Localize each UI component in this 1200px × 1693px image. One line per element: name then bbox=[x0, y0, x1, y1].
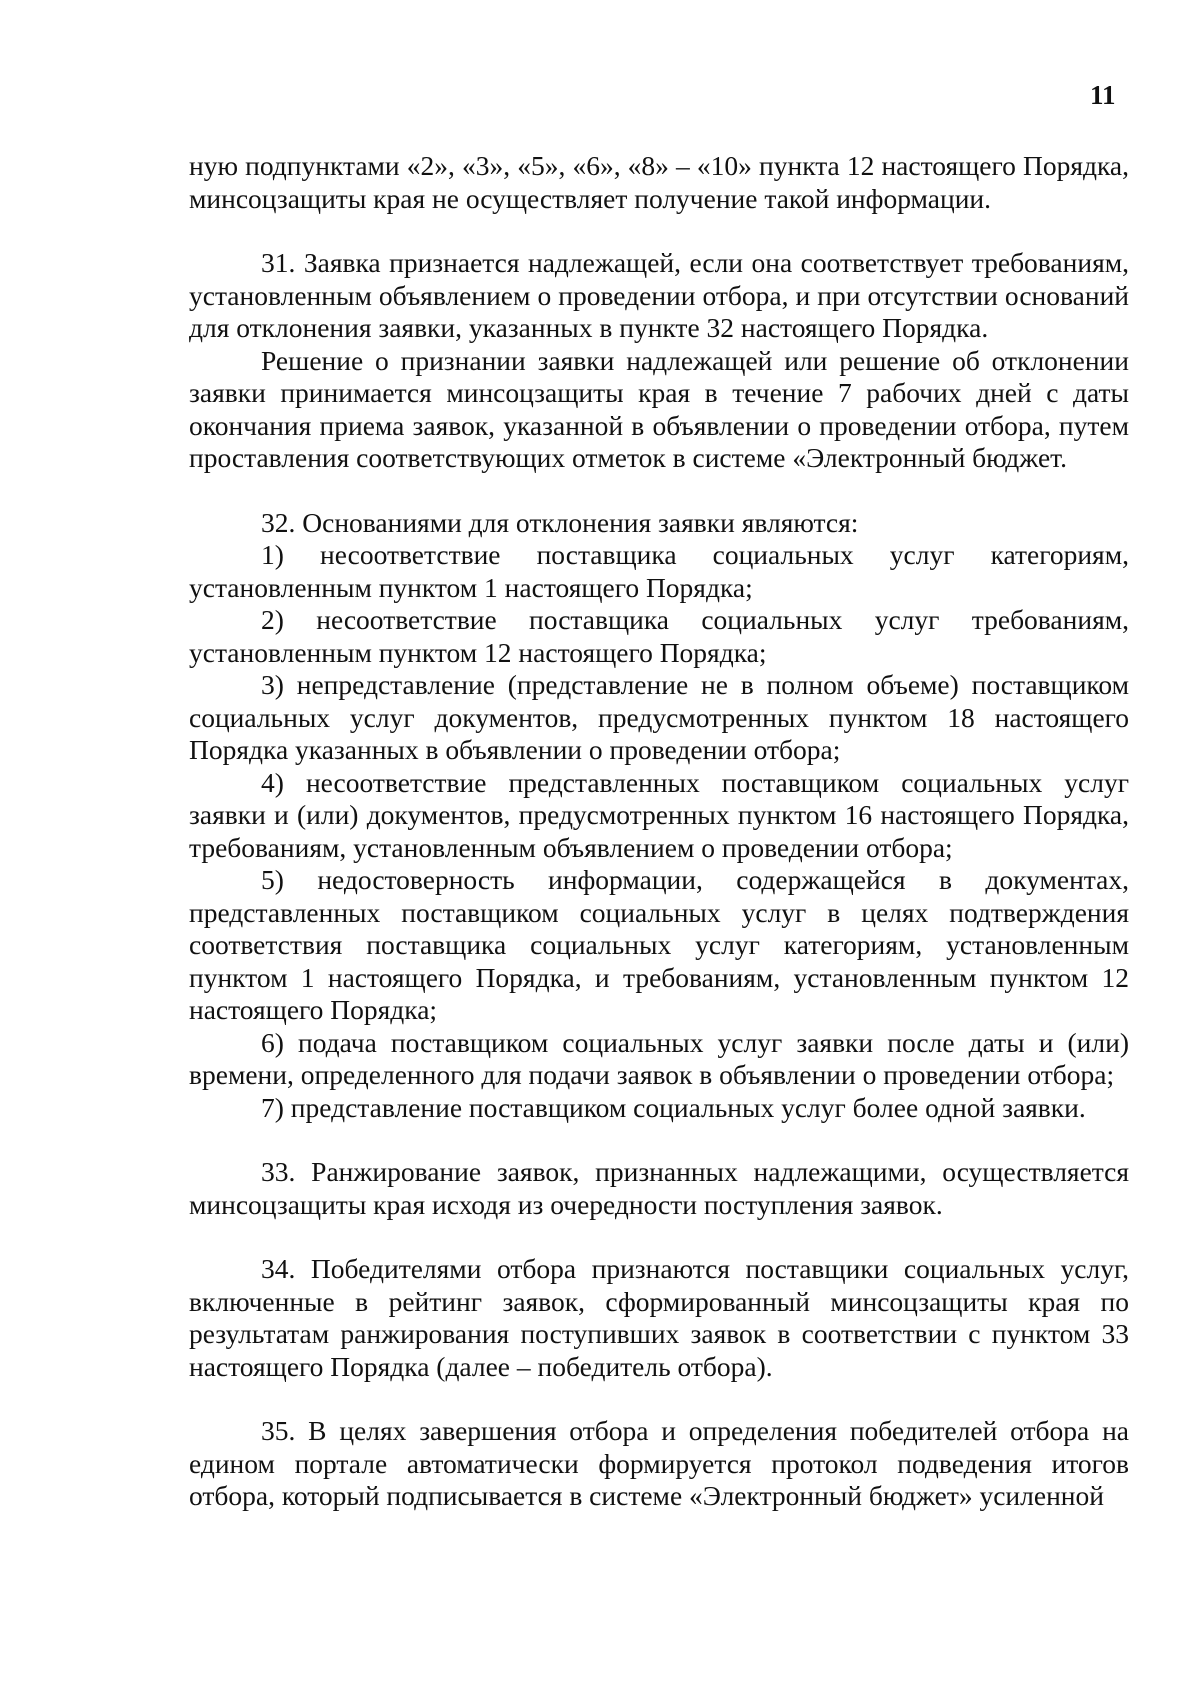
document-body bbox=[189, 150, 1129, 1513]
page-number: 11 bbox=[1090, 80, 1116, 110]
paragraph-33: 33. Ранжирование заявок, признанных надлежащими, осуществляется минсоцзащиты края исходя из очередности поступления заявок. bbox=[189, 1156, 1129, 1220]
list-item-3: 3) непредставление (представление не в полном объеме) поставщиком социальных услуг документов, предусмотренных пунктом 18 настоящего Порядка указанных в объявлении о проведении отбора; bbox=[189, 669, 1129, 765]
list-item-2: 2) несоответствие поставщика социальных услуг требованиям, установленным пунктом 12 настоящего Порядка; bbox=[189, 604, 1129, 668]
list-item-1: 1) несоответствие поставщика социальных услуг категориям, установленным пунктом 1 настоящего Порядка; bbox=[189, 539, 1129, 603]
paragraph-34: 34. Победителями отбора признаются поставщики социальных услуг, включенные в рейтинг заявок, сформированный минсоцзащиты края по результатам ранжирования поступивших заявок в соответствии с пунктом 33 настоящего Порядка (далее – победитель отбора). bbox=[189, 1253, 1129, 1382]
paragraph-continuation: ную подпунктами «2», «3», «5», «6», «8» – «10» пункта 12 настоящего Порядка, минсоцзащиты края не осуществляет получение такой информации. bbox=[189, 150, 1129, 214]
list-item-4: 4) несоответствие представленных поставщиком социальных услуг заявки и (или) документов, предусмотренных пунктом 16 настоящего Порядка, требованиям, установленным объявлением о проведении отбора; bbox=[189, 766, 1129, 863]
list-item-5: 5) недостоверность информации, содержащейся в документах, представленных поставщиком социальных услуг в целях подтверждения соответствия поставщика социальных услуг категориям, установленным пунктом 1 настоящего Порядка, и требованиям, установленным пунктом 12 настоящего Порядка; bbox=[189, 864, 1129, 1025]
paragraph-31: 31. Заявка признается надлежащей, если она соответствует требованиям, установленным объявлением о проведении отбора, и при отсутствии оснований для отклонения заявки, указанных в пункте 32 настоящего Порядка. bbox=[189, 247, 1129, 343]
paragraph-35: 35. В целях завершения отбора и определения победителей отбора на едином портале автоматически формируется протокол подведения итогов отбора, который подписывается в системе «Электронный бюджет» усиленной bbox=[189, 1415, 1129, 1511]
paragraph-32: 32. Основаниями для отклонения заявки являются: bbox=[261, 506, 859, 538]
list-item-7: 7) представление поставщиком социальных услуг более одной заявки. bbox=[261, 1091, 1086, 1123]
paragraph-31-decision: Решение о признании заявки надлежащей или решение об отклонении заявки принимается минсоцзащиты края в течение 7 рабочих дней с даты окончания приема заявок, указанной в объявлении о проведении отбора, путем проставления соответствующих отметок в системе «Электронный бюджет. bbox=[189, 344, 1129, 473]
list-item-6: 6) подача поставщиком социальных услуг заявки после даты и (или) времени, определенного для подачи заявок в объявлении о проведении отбора; bbox=[189, 1026, 1129, 1090]
